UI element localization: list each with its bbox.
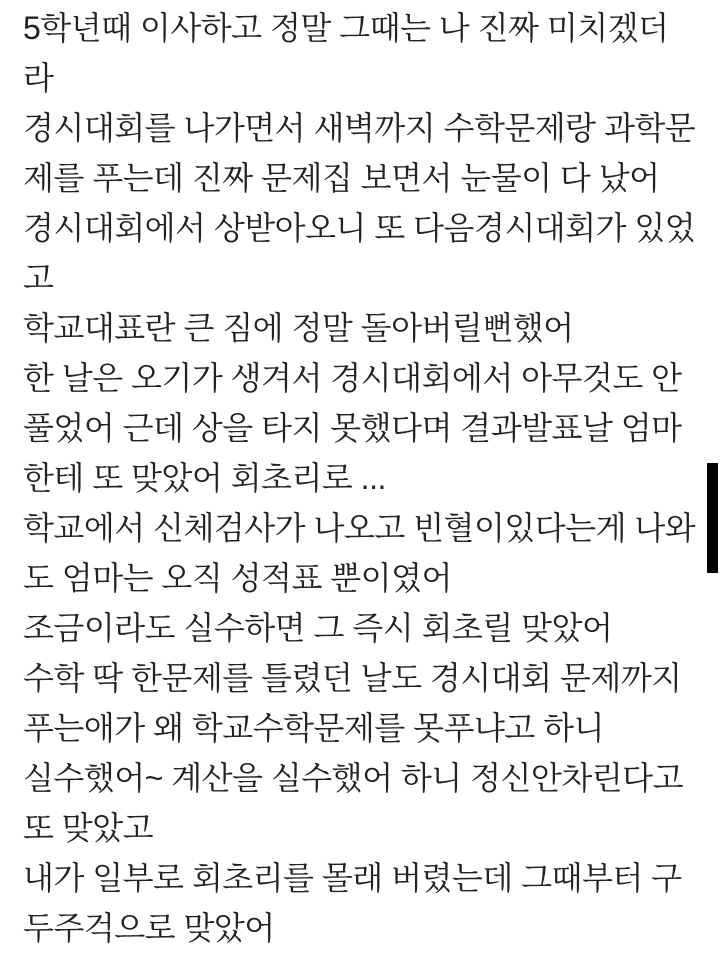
- text-line: 조금이라도 실수하면 그 즉시 회초릴 맞았어: [23, 610, 613, 646]
- text-line: 수학 딱 한문제를 틀렸던 날도 경시대회 문제까지: [23, 660, 682, 696]
- text-line: 고: [23, 260, 54, 296]
- text-line: 학교에서 신체검사가 나오고 빈혈이있다는게 나와: [23, 510, 696, 546]
- text-line: 푸는애가 왜 학교수학문제를 못푸냐고 하니: [23, 710, 604, 746]
- text-line: 5학년때 이사하고 정말 그때는 나 진짜 미치겠더: [23, 10, 669, 46]
- text-line: 내가 일부로 회초리를 몰래 버렸는데 그때부터 구: [23, 860, 682, 896]
- text-line: 도 엄마는 오직 성적표 뿐이였어: [23, 560, 452, 596]
- text-line: 풀었어 근데 상을 타지 못했다며 결과발표날 엄마: [23, 410, 682, 446]
- text-line: 실수했어~ 계산을 실수했어 하니 정신안차린다고: [23, 760, 683, 796]
- text-line: 학교대표란 큰 짐에 정말 돌아버릴뻔했어: [23, 310, 574, 346]
- text-line: 또 맞았고: [23, 810, 154, 846]
- scrollbar-thumb[interactable]: [707, 463, 718, 573]
- text-line: 두주걱으로 맞았어: [23, 910, 275, 946]
- text-line: 경시대회를 나가면서 새벽까지 수학문제랑 과학문: [23, 110, 696, 146]
- text-line: 한 날은 오기가 생겨서 경시대회에서 아무것도 안: [23, 360, 682, 396]
- text-line: 라: [23, 60, 54, 96]
- text-line: 제를 푸는데 진짜 문제집 보면서 눈물이 다 났어: [23, 160, 660, 196]
- text-line: 경시대회에서 상받아오니 또 다음경시대회가 있었: [23, 210, 696, 246]
- text-line: 한테 또 맞았어 회초리로 ...: [23, 460, 386, 496]
